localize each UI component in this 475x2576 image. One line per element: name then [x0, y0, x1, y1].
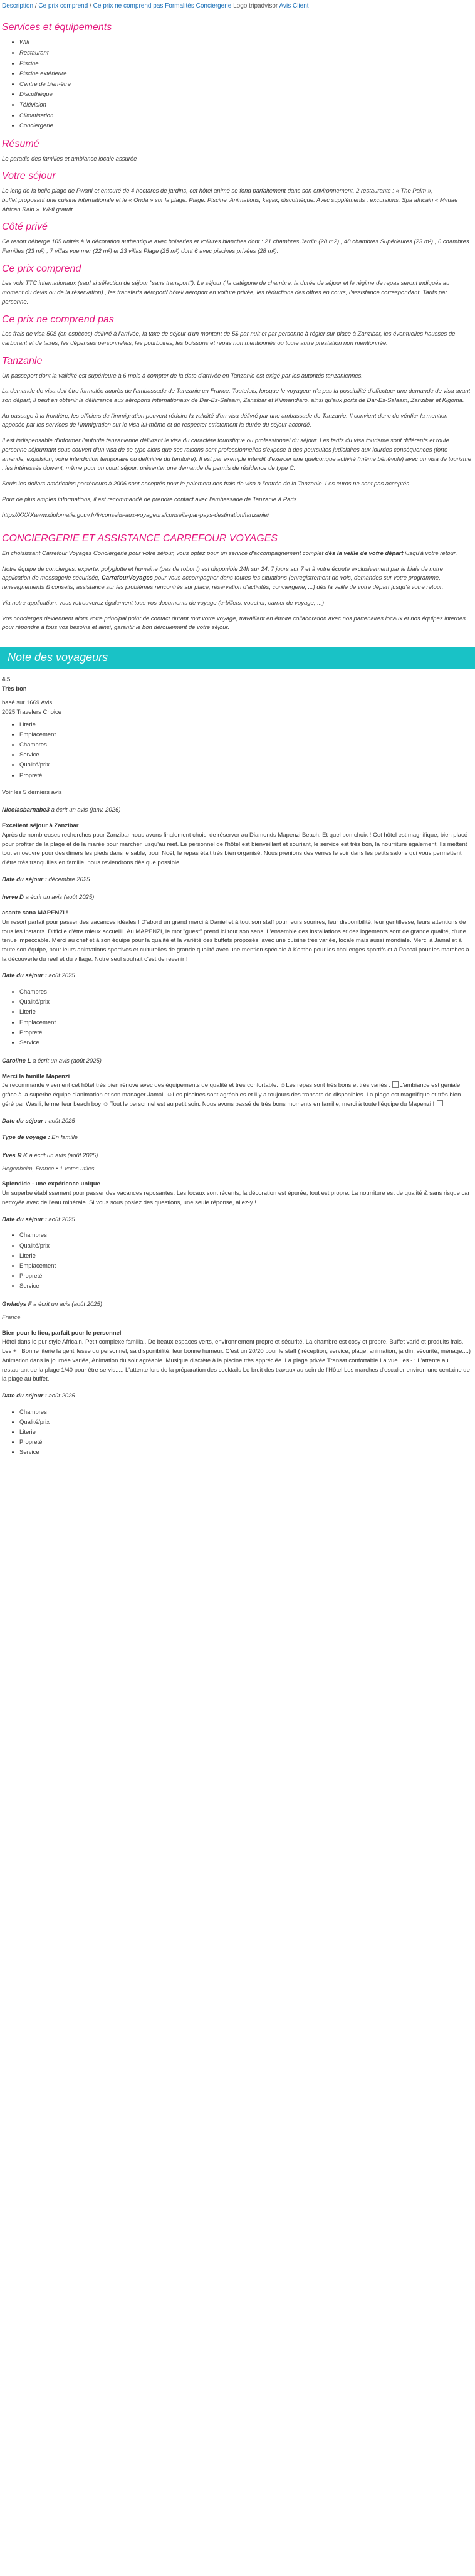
prix-comprend-text: Les vols TTC internationaux (sauf si sélection de séjour "sans transport"), Le séjour ( la catégorie de chambre, la durée de séjour et le régime de repas seront indiqués au moment du devis ou de la réservation) , les transferts aéroport/ hôtel/ aéroport en voiture privée, les réductions des offres en cours, l'assistance correspondant. Tarifs par personne. [2, 280, 450, 305]
tanzanie-dollars-text: Seuls les dollars américains postérieurs à 2006 sont acceptés pour le paiement des frais de visa à l'entrée de la Tanzanie. Les euros ne sont pas acceptés. [2, 480, 411, 488]
stay-value: décembre 2025 [48, 876, 90, 883]
review-category: • Chambres [19, 987, 471, 997]
stay-value: août 2025 [48, 1216, 75, 1223]
review-trip-type [2, 1133, 471, 1143]
sejour-text-line1: Le long de la belle plage de Pwani et entouré de 4 hectares de jardins, cet hôtel animé se fond parfaitement dans son environnement. 2 restaurants : « The Palm », [2, 188, 433, 195]
review-wrote: a écrit un avis (août 2025) [31, 1057, 102, 1065]
conciergerie-intro [2, 549, 471, 559]
service-item: • Discothèque [19, 90, 471, 100]
conciergerie-app-name: CarrefourVoyages [101, 575, 153, 582]
review-category: • Emplacement [19, 1018, 471, 1028]
review-author-line [2, 1057, 471, 1066]
service-item: • Restaurant [19, 48, 471, 59]
rating-category: • Chambres [19, 740, 471, 750]
review-title: Merci la famille Mapenzi [2, 1073, 70, 1080]
review-wrote: a écrit un avis (août 2025) [31, 1301, 102, 1308]
review-category: • Emplacement [19, 1261, 471, 1271]
emoji-placeholder-icon [437, 1100, 443, 1106]
review-author-line [2, 806, 471, 815]
review-title: Splendide - une expérience unique [2, 1180, 100, 1188]
review-wrote: a écrit un avis (janv. 2026) [50, 807, 121, 814]
review-title: asante sana MAPENZI ! [2, 909, 68, 917]
tanzanie-passport-text: Un passeport dont la validité est supérieure à 6 mois à compter de la date d'arrivée en Tanzanie est exigé par les autorités tanzaniennes. [2, 372, 363, 379]
stay-value: août 2025 [48, 1392, 75, 1399]
review-category: • Qualité/prix [19, 997, 471, 1007]
review-stay-date [2, 876, 471, 885]
review-category: • Propreté [19, 1028, 471, 1038]
review-category: • Chambres [19, 1407, 471, 1418]
review-author: herve D [2, 894, 24, 901]
review-text-part: Les repas sont très bons et très variés . [286, 1082, 392, 1089]
travelers-choice-award: 2025 Travelers Choice [2, 709, 62, 716]
diplomatie-link[interactable]: https//XXXXwww.diplomatie.gouv.fr/fr/conseils-aux-voyageurs/conseils-par-pays-destination/tanzanie/ [2, 511, 269, 519]
review-category: • Literie [19, 1007, 471, 1017]
review-category: • Chambres [19, 1231, 471, 1241]
conciergerie-team-c: pour vous accompagner dans toutes les situations (enregistrement de vols, demandes sur votre programme, renseignements & conseils, assistance sur les problèmes rencontrés sur place, réservation d'activités, conciergerie, ...) dès la veille de votre départ jusqu'à votre retour. [2, 575, 444, 591]
service-item: • Piscine extérieure [19, 69, 471, 80]
tanzanie-heading: Tanzanie [2, 355, 43, 366]
review-wrote: a écrit un avis (août 2025) [23, 894, 95, 901]
conciergerie-heading: CONCIERGERIE ET ASSISTANCE CARREFOUR VOYAGES [2, 533, 278, 544]
nav-description[interactable]: Description [2, 3, 34, 9]
service-item: • Télévision [19, 100, 471, 111]
rating-category: • Literie [19, 720, 471, 730]
resume-text: Le paradis des familles et ambiance locale assurée [2, 155, 137, 162]
cote-prive-heading: Côté privé [2, 221, 48, 233]
conciergerie-contact-text: Vos concierges deviennent alors votre principal point de contact durant tout votre voyage, travaillant en étroite collaboration avec nos partenaires locaux et nos équipes internes pour répondre à tous vos besoins et ainsi, garantir le bon déroulement de votre séjour. [2, 615, 466, 632]
prix-ne-comprend-text: Les frais de visa 50$ (en espèces) délivré à l'arrivée, la taxe de séjour d'un montant de 5$ par nuit et par personne à régler sur place à Zanzibar, les éventuelles hausses de carburant et de taxes, les dépenses personnelles, les pourboires, les boissons et repas non mentionnés ou toute autre prestation non mentionnée. [2, 331, 456, 347]
review-category: • Literie [19, 1428, 471, 1438]
rating-category: • Emplacement [19, 730, 471, 740]
conciergerie-team [2, 565, 471, 593]
trip-type-label: Type de voyage : [2, 1134, 52, 1142]
review-stay-date [2, 972, 471, 981]
conciergerie-team-a: Notre équipe de concierges, experte, polyglotte et humaine (pas de robot !) est disponible 24h sur 24, 7 jours sur 7 et à votre écoute exclusivement par le biais de notre application de messagerie sécurisée, [2, 565, 443, 582]
review-card [2, 1152, 471, 1291]
stay-label: Date du séjour : [2, 876, 49, 883]
review-title: Excellent séjour à Zanzibar [2, 822, 79, 830]
review-author-line [2, 1300, 471, 1310]
review-stay-date [2, 1216, 471, 1225]
tanzanie-border-text: Au passage à la frontière, les officiers de l'immigration peuvent réduire la validité d'un visa délivré par une ambassade de Tanzanie. Il convient donc de vérifier la mention apposée par les services de l'immigration sur le visa lui-même et de respecter strictement la durée du séjour accordé. [2, 412, 448, 429]
stay-label: Date du séjour : [2, 972, 49, 980]
tanzanie-tourism-text: Il est indispensable d'informer l'autorité tanzanienne délivrant le visa du caractère touristique ou professionnel du séjour. Les tarifs du visa tourisme sont différents et toute personne séjournant sous couvert d'un visa de ce type alors que ses raisons sont professionnelles s'expose à des poursuites judiciaires aux lourdes conséquences (forte amende, expulsion, voire interdiction temporaire ou définitive du territoire). Il est par exemple interdit d'exercer une quelconque activité (même bénévole) avec un visa de tourisme : les intéressés doivent, même pour un court séjour, présenter une demande de permis de résidence de type C. [2, 437, 472, 472]
review-text-part: Je recommande vivement cet hôtel très bien rénové avec des équipements de qualité et très confortable. [2, 1082, 280, 1089]
reviews-banner: Note des voyageurs [0, 647, 475, 669]
review-origin: Hegenheim, France • 1 votes utiles [2, 1165, 95, 1172]
review-category: • Service [19, 1038, 471, 1048]
review-text: Hôtel dans le pur style Africain. Petit complexe familial. De beaux espaces verts, environnement propre et sécurité. La chambre est cosy et propre. Buffet varié et produits frais. Les + : Bonne literie la gentillesse du personnel, sa disponibilité, leur bonne humeur. C'est un 20/20 pour le staff ( réception, service, plage, animation, jardin, sécurité, ménage....) Animation dans la journée variée, Animation du soir agréable. Musique discrète à la piscine très appréciée. La plage privée Transat confortable La vue Les - : L'attente au restaurant de la plage 1/40 pour être servis..... L'attente lors de la préparation des cocktails Le bruit des travaux au sein de l'Hôtel Les marches d'escalier environ une centaine de la plage au buffet. [2, 1338, 471, 1383]
service-item: • Conciergerie [19, 121, 471, 132]
services-list [2, 38, 471, 132]
prix-ne-comprend-heading: Ce prix ne comprend pas [2, 314, 114, 325]
trip-type-value: En famille [51, 1134, 78, 1142]
service-item: • Climatisation [19, 111, 471, 122]
conciergerie-intro-bold: dès la veille de votre départ [325, 550, 404, 558]
last-reviews-link[interactable]: Voir les 5 derniers avis [2, 788, 62, 796]
sejour-heading: Votre séjour [2, 171, 56, 182]
rating-category: • Propreté [19, 771, 471, 781]
review-author-line [2, 893, 471, 903]
conciergerie-intro-a: En choisissant Carrefour Voyages Conciergerie pour votre séjour, vous optez pour un service d'accompagnement complet [2, 550, 325, 558]
rating-summary [2, 676, 471, 718]
nav-avis-client[interactable]: Avis Client [279, 3, 309, 9]
smile-emoji-icon: ☺ [102, 1100, 109, 1108]
review-author: Yves R K [2, 1152, 28, 1160]
review-text [2, 1081, 471, 1109]
tanzanie-visa-text: La demande de visa doit être formulée auprès de l'ambassade de Tanzanie en France. Toutefois, lorsque le voyageur n'a pas la possibilité d'effectuer une demande de visa avant son départ, il peut en obtenir la délivrance aux aéroports internationaux de Dar-Es-Salaam, Zanzibar et Kilimandjaro, ainsi qu'aux ports de Dar-Es-Salaam, Zanzibar et Kigoma. [2, 388, 471, 405]
review-card [2, 1057, 471, 1143]
review-author: Nicolasbarnabe3 [2, 807, 50, 814]
service-item: • Wifi [19, 38, 471, 48]
review-category: • Qualité/prix [19, 1241, 471, 1251]
conciergerie-app-text: Via notre application, vous retrouverez également tous vos documents de voyage (e-billets, voucher, carnet de voyage, ...) [2, 599, 325, 607]
nav-separator: / [90, 3, 91, 9]
service-item: • Centre de bien-être [19, 80, 471, 90]
nav-ce-prix-ne-comprend-pas[interactable]: Ce prix ne comprend pas [93, 3, 164, 9]
review-text: Un superbe établissement pour passer des vacances reposantes. Les locaux sont récents, la décoration est épurée, tout est propre. La nourriture est de qualité & sans risque car nettoyée avec de l'eau minérale. Si vous sous posiez des questions, une seule réponse, allez-y ! [2, 1190, 470, 1206]
review-title: Bien pour le lieu, parfait pour le personnel [2, 1329, 122, 1337]
stay-label: Date du séjour : [2, 1216, 49, 1223]
stay-label: Date du séjour : [2, 1117, 49, 1125]
nav-formalites[interactable]: Formalités [165, 3, 194, 9]
review-card [2, 806, 471, 884]
stay-value: août 2025 [48, 1117, 75, 1125]
review-card [2, 893, 471, 1048]
review-stay-date [2, 1392, 471, 1401]
review-categories [2, 1407, 471, 1458]
review-stay-date [2, 1117, 471, 1126]
review-category: • Propreté [19, 1438, 471, 1448]
rating-count: basé sur 1669 Avis [2, 699, 53, 707]
rating-category: • Qualité/prix [19, 760, 471, 770]
stay-label: Date du séjour : [2, 1392, 49, 1399]
cote-prive-text: Ce resort héberge 105 unités à la décoration authentique avec boiseries et voilures blanches dont : 21 chambres Jardin (28 m2) ; 48 chambres Supérieures (23 m²) ; 6 chambres Familles (23 m²) ; 7 villas vue mer (22 m²) et 23 villas Plage (25 m²) dont 6 avec piscines privées (28 m²). [2, 238, 469, 255]
review-wrote: a écrit un avis (août 2025) [27, 1152, 98, 1160]
rating-category: • Service [19, 750, 471, 760]
conciergerie-intro-c: jusqu'à votre retour. [403, 550, 457, 558]
services-heading: Services et équipements [2, 21, 112, 33]
nav-ce-prix-comprend[interactable]: Ce prix comprend [38, 3, 88, 9]
review-category: • Service [19, 1281, 471, 1291]
review-origin: France [2, 1313, 21, 1321]
prix-comprend-heading: Ce prix comprend [2, 263, 81, 274]
rating-categories [2, 720, 471, 781]
sejour-text-line2: buffet proposant une cuisine internationale et le « Onda » sur la plage. Plage. Piscine. Animations, kayak, discothèque. Avec suppléments : excursions. Spa africain « Mvuae African Rain ». Wi-fi gratuit. [2, 196, 458, 213]
smile-emoji-icon: ☺ [166, 1091, 173, 1099]
rating-label: Très bon [2, 685, 27, 692]
emoji-placeholder-icon [392, 1081, 399, 1088]
review-author: Gwladys F [2, 1301, 32, 1308]
review-author-line [2, 1152, 471, 1161]
review-author: Caroline L [2, 1057, 31, 1065]
sejour-text [2, 187, 471, 215]
review-category: • Qualité/prix [19, 1418, 471, 1428]
nav-separator: / [34, 3, 37, 9]
review-category: • Propreté [19, 1271, 471, 1281]
review-text-part: Tout le personnel est au petit soin. Nous avons passé de très bons moments en famille, merci à toute l'équipe du Mapenzi ! [108, 1100, 436, 1108]
review-categories [2, 987, 471, 1048]
review-text-part: Les piscines sont agréables et il y a toujours des transats de disponibles. La plage est magnifique et très bien géré par Wasili, le meilleur beach boy [2, 1091, 461, 1108]
review-card [2, 1300, 471, 1458]
review-text: Un resort parfait pour passer des vacances idéales ! D'abord un grand merci à Daniel et à tout son staff pour leurs sourires, leur disponibilité, leur gentillesse, leurs attentions de tous les instants. Difficile d'être mieux accueilli. Au MAPENZI, le mot "guest" prend ici tout son sens. L'ensemble des installations et des logements sont de grande qualité, d'une tenue impeccable. Merci au chef et à son équipe pour la qualité et la variété des buffets proposés, avec une cuisine très variée, locale mais aussi mondiale. Merci à Jamal et à toute son équipe, pour leurs animations sportives et culturelles de grande qualité avec une mention spéciale à Kombo pour les challenges sportifs et à Pascal pour les marches à la découverte du reef et du village. Notre seul souhait c'est de revenir ! [2, 918, 469, 963]
stay-value: août 2025 [48, 972, 75, 980]
rating-score: 4.5 [2, 676, 11, 683]
tanzanie-link [2, 511, 471, 521]
nav-tripadvisor-logo[interactable]: Logo tripadvisor [233, 3, 278, 9]
review-text: Après de nombreuses recherches pour Zanzibar nous avons finalement choisi de réserver au Diamonds Mapenzi Beach. Et quel bon choix ! Cet hôtel est magnifique, bien placé pour profiter de la plage et de la marée pour marcher jusqu'au reef. Le personnel de l'hôtel est bienveillant et souriant, le service est très bon, la nourriture également. Ils mettent tout en oeuvre pour des dîners les pieds dans le sable, pour Noël, le repas était très bien organisé. Nous prenions des verres le soir dans les petits salons qui vous permettent d'être très tranquilles en famille, nous reviendrons dès que possible. [2, 831, 467, 866]
top-nav [2, 0, 471, 16]
review-category: • Service [19, 1448, 471, 1458]
smile-emoji-icon: ☺ [279, 1082, 286, 1089]
nav-conciergerie[interactable]: Conciergerie [196, 3, 232, 9]
service-item: • Piscine [19, 59, 471, 70]
review-categories [2, 1231, 471, 1291]
review-category: • Literie [19, 1251, 471, 1261]
resume-heading: Résumé [2, 138, 39, 149]
tanzanie-info-text: Pour de plus amples informations, il est recommandé de prendre contact avec l'ambassade de Tanzanie à Paris [2, 496, 297, 503]
review-text-part: L'ambiance est géniale grâce à la superbe équipe d'animation et son manager Jamal. [2, 1082, 461, 1099]
